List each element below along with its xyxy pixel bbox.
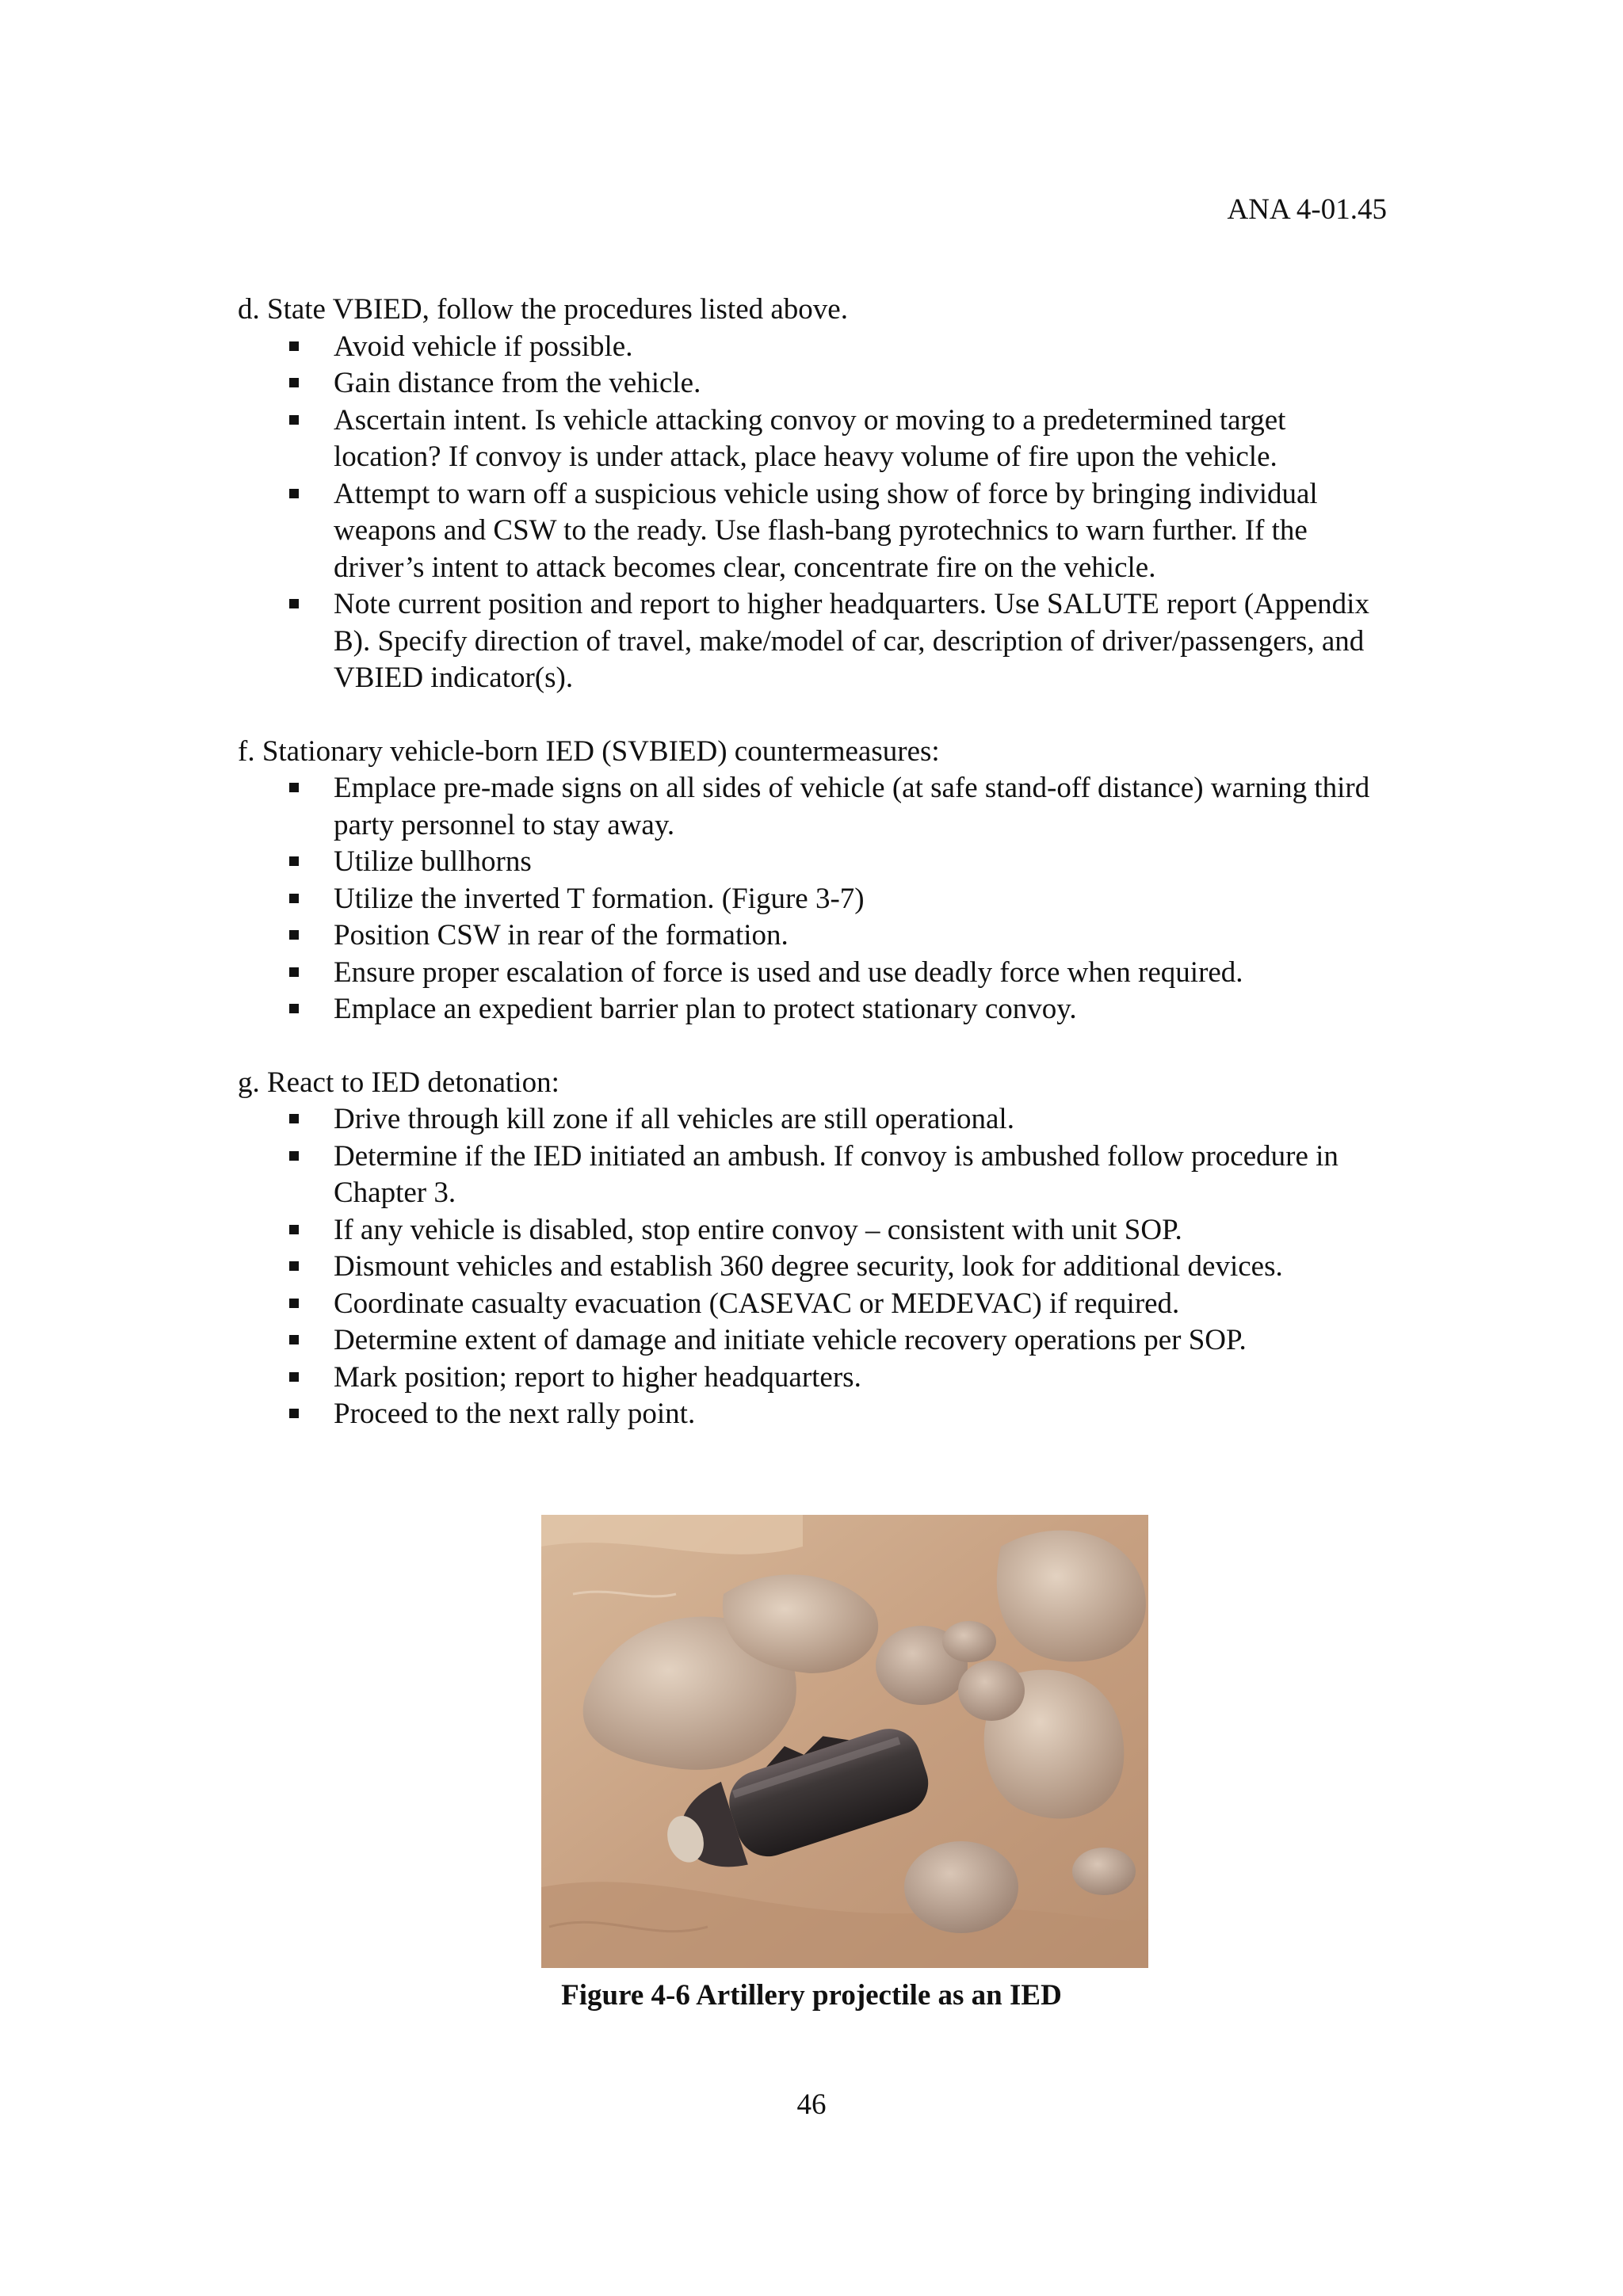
section-f [238, 734, 1395, 1028]
page-number: 46 [796, 2088, 827, 2121]
bullet-list [238, 770, 1395, 1028]
list-item-text: Avoid vehicle if possible. [334, 330, 633, 363]
list-item-text: Emplace an expedient barrier plan to protect stationary convoy. [334, 993, 1077, 1025]
square-bullet-icon [289, 1335, 299, 1344]
list-item [286, 955, 1395, 992]
list-item-text: Mark position; report to higher headquarters. [334, 1360, 861, 1394]
square-bullet-icon [289, 1114, 299, 1123]
list-item-text: Ensure proper escalation of force is used and use deadly force when required. [334, 955, 1243, 989]
list-item [286, 1322, 1395, 1360]
list-item [286, 1212, 1395, 1249]
list-item-text: Attempt to warn off a suspicious vehicle using show of force by bringing individual weapons and CSW to the ready. Use flash-bang pyrotechnics to warn further. If the driver’s intent to attack becomes clear, concentrate fire on the vehicle. [334, 477, 1318, 584]
list-item [286, 402, 1395, 476]
list-item-text: Proceed to the next rally point. [334, 1398, 696, 1430]
list-item [286, 1396, 1395, 1433]
list-item [286, 770, 1395, 844]
section-d [238, 292, 1395, 697]
list-item-text: Determine extent of damage and initiate vehicle recovery operations per SOP. [334, 1324, 1247, 1356]
list-item-text: Dismount vehicles and establish 360 degree security, look for additional devices. [334, 1250, 1283, 1283]
bullet-list [238, 1101, 1395, 1433]
list-item [286, 881, 1395, 918]
square-bullet-icon [289, 783, 299, 792]
list-item [286, 991, 1395, 1028]
list-item [286, 329, 1395, 366]
list-item [286, 1101, 1395, 1138]
square-bullet-icon [289, 1409, 299, 1418]
list-item [286, 1360, 1395, 1397]
list-item-text: Position CSW in rear of the formation. [334, 919, 789, 952]
list-item-text: Note current position and report to higher headquarters. Use SALUTE report (Appendix B). Specify direction of travel, make/model of car, description of driver/passengers, and VBIED indicator(s). [334, 588, 1369, 694]
square-bullet-icon [289, 415, 299, 425]
figure-caption: Figure 4-6 Artillery projectile as an IED [561, 1979, 1062, 2012]
list-item [286, 917, 1395, 955]
list-item-text: Emplace pre-made signs on all sides of vehicle (at safe stand-off distance) warning third party personnel to stay away. [334, 772, 1370, 841]
square-bullet-icon [289, 1225, 299, 1234]
section-g [238, 1065, 1395, 1433]
list-item-text: Utilize the inverted T formation. (Figure 3-7) [334, 882, 865, 915]
figure-photo [541, 1515, 1148, 1968]
square-bullet-icon [289, 894, 299, 903]
body-content [238, 292, 1395, 1470]
list-item [286, 844, 1395, 881]
list-item [286, 1249, 1395, 1286]
square-bullet-icon [289, 856, 299, 866]
list-item [286, 365, 1395, 402]
list-item-text: Coordinate casualty evacuation (CASEVAC or MEDEVAC) if required. [334, 1287, 1180, 1320]
list-item-text: Determine if the IED initiated an ambush. If convoy is ambushed follow procedure in Chapter 3. [334, 1139, 1338, 1209]
list-item-text: Drive through kill zone if all vehicles are still operational. [334, 1103, 1014, 1135]
list-item [286, 586, 1395, 697]
list-item-text: Gain distance from the vehicle. [334, 367, 701, 399]
artillery-projectile-photo [541, 1515, 1148, 1968]
section-heading: f. Stationary vehicle-born IED (SVBIED) countermeasures: [238, 734, 940, 768]
list-item-text: If any vehicle is disabled, stop entire convoy – consistent with unit SOP. [334, 1213, 1182, 1246]
section-heading: g. React to IED detonation: [238, 1066, 559, 1099]
list-item-text: Ascertain intent. Is vehicle attacking convoy or moving to a predetermined target location? If convoy is under attack, place heavy volume of fire upon the vehicle. [334, 403, 1286, 473]
square-bullet-icon [289, 599, 299, 608]
square-bullet-icon [289, 341, 299, 351]
square-bullet-icon [289, 967, 299, 977]
list-item [286, 1138, 1395, 1212]
square-bullet-icon [289, 1261, 299, 1271]
square-bullet-icon [289, 1372, 299, 1382]
square-bullet-icon [289, 1004, 299, 1013]
square-bullet-icon [289, 378, 299, 387]
section-heading: d. State VBIED, follow the procedures listed above. [238, 293, 848, 326]
document-id: ANA 4-01.45 [1227, 193, 1387, 226]
list-item-text: Utilize bullhorns [334, 845, 532, 878]
square-bullet-icon [289, 930, 299, 940]
list-item [286, 476, 1395, 587]
list-item [286, 1286, 1395, 1323]
square-bullet-icon [289, 1151, 299, 1161]
square-bullet-icon [289, 1299, 299, 1308]
bullet-list [238, 329, 1395, 697]
square-bullet-icon [289, 489, 299, 498]
